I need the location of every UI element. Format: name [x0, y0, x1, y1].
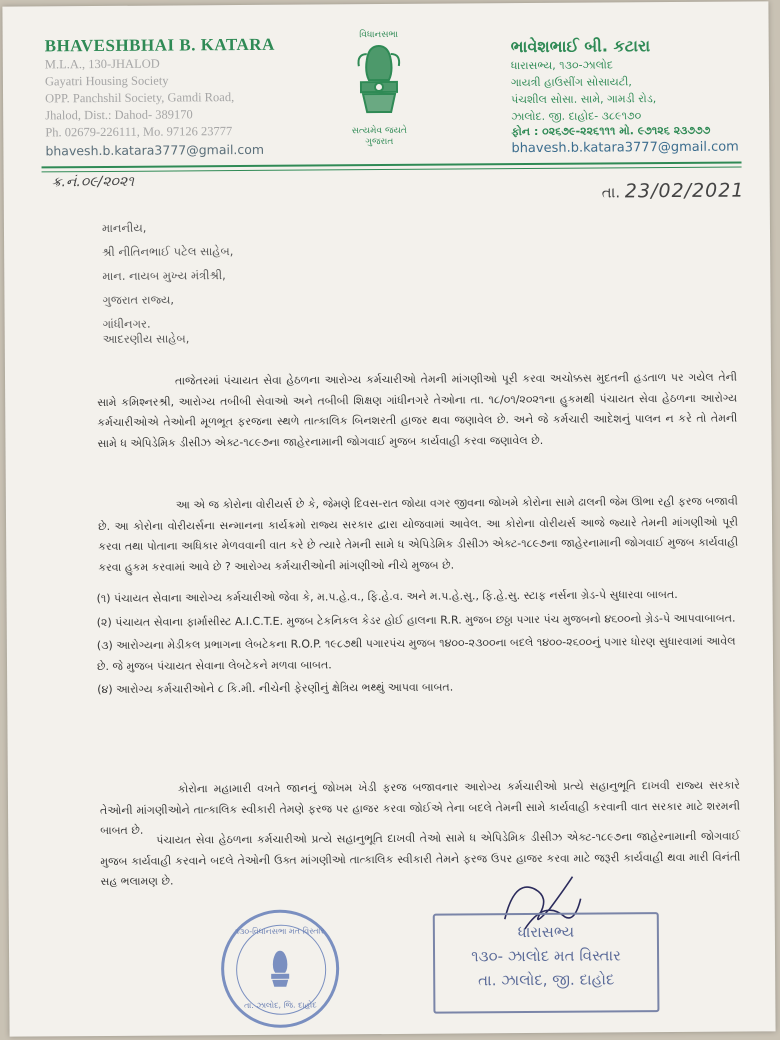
round-seal — [221, 909, 340, 1028]
demand-item: (૪) આરોગ્ય કર્મચારીઓને ૮ કિ.મી. નીચેની ફેરણીનું ક્ષેત્રિય ભથ્થું આપવા બાબત. — [97, 680, 454, 697]
mla-name-gujarati: ભાવેશભાઈ બી. કટારા — [510, 36, 651, 57]
date-prefix: તા. — [601, 183, 621, 202]
email-gujarati: bhavesh.b.katara3777@gmail.com — [511, 139, 739, 157]
email-english: bhavesh.b.katara3777@gmail.com — [45, 141, 265, 159]
mla-name-english: BHAVESHBHAI B. KATARA — [44, 34, 275, 56]
letterhead-line: Gayatri Housing Society — [44, 73, 169, 89]
letterhead-line: Jhalod, Dist.: Dahod- 389170 — [45, 107, 193, 123]
letterhead-line: ગાયત્રી હાઉસીંગ સોસાયટી, — [510, 75, 632, 90]
demand-item: (૩) આરોગ્યના મેડીકલ પ્રભાગના લેબટેકના R.O.P. ૧૯૮૭થી પગારપંચ મુજબ ૧૪૦૦-૨૩૦૦ના બદલે ૧૪૦૦-૨૬૦૦નું પગાર ધોરણ સુધારવામાં આવેલ છે. જે મુજબ પંચાયત સેવાના લેબટેકને મળવા બાબત. — [96, 634, 736, 673]
address-line: ગાંધીનગર. — [102, 316, 151, 331]
body-paragraph-3: કોરોના મહામારી વખતે જાનનું જોખમ ખેડી ફરજ બજાવનાર આરોગ્ય કર્મચારીઓ પ્રત્યે સહાનુભૂતિ દાખવી રાજ્ય સરકારે તેઓની માંગણીઓને તાત્કાલિક સ્વીકારી તેમણે ફરજ પર હાજર કરવા જોઈએ તેના બદલે તેમની સામે કાર્યવાહી કરવાની વાત સરકાર માટે શરમની બાબત છે. — [99, 778, 741, 838]
letterhead-line: Ph. 02679-226111, Mo. 97126 23777 — [45, 124, 233, 140]
seal-top-text: ૧૩૦-વિધાનસભા મત વિસ્તાર — [235, 926, 325, 937]
letterhead-gujarati — [511, 35, 752, 156]
phone-gujarati: ફોન : ૦૨૬૭૯-૨૨૬૧૧૧ મો. ૯૭૧૨૬ ૨૩૭૭૭ — [511, 123, 711, 139]
letter-date — [602, 180, 745, 203]
emblem-caption: વિધાનસભા — [359, 29, 398, 41]
demand-item: (૧) પંચાયત સેવાના આરોગ્ય કર્મચારીઓ જેવા કે, મ.પ.હે.વ., ફિ.હે.વ. અને મ.પ.હે.સુ., ફિ.હે.સુ. સ્ટાફ નર્સના ગ્રેડ-પે સુધારવા બાબત. — [96, 587, 678, 606]
emblem-state: ગુજરાત — [365, 136, 394, 148]
address-line: શ્રી નીતિનભાઈ પટેલ સાહેબ, — [102, 244, 234, 259]
letterhead-line: ધારાસભ્ય, ૧૩૦-ઝાલોદ — [510, 58, 613, 73]
demand-item: (૨) પંચાયત સેવાના ફાર્માસીસ્ટ A.I.C.T.E. મુજબ ટેકનિકલ કેડર હોઈ હાલના R.R. મુજબ છઠ્ઠા પગાર પંચ મુજબનો ૪૬૦૦નો ગ્રેડ-પે આપવાબાબત. — [96, 611, 736, 629]
lion-capital-icon — [349, 40, 410, 122]
letterhead-line: M.L.A., 130-JHALOD — [44, 56, 160, 72]
state-emblem — [339, 30, 420, 149]
body-paragraph-4: પંચાયત સેવા હેઠળના કર્મચારીઓ પ્રત્યે સહાનુભૂતિ દાખવી તેઓ સામે ધ એપિડેમિક ડીસીઝ એક્ટ-૧૮૯૭ના જાહેરનામાની જોગવાઈ મુજબ કાર્યવાહી કરવાને બદલે તેઓની ઉક્ત માંગણીઓ તાત્કાલિક સ્વીકારી તેમને ફરજ ઉપર હાજર કરવા માટે જરૂરી કાર્યવાહી થવા મારી વિનંતી સહ ભલામણ છે. — [100, 829, 741, 889]
body-paragraph-1: તાજેતરમાં પંચાયત સેવા હેઠળના આરોગ્ય કર્મચારીઓ તેમની માંગણીઓ પૂરી કરવા અચોક્કસ મુદતની હડતાળ પર ગયેલ તેની સામે કમિશ્નરશ્રી, આરોગ્ય તબીબી સેવાઓ અને તબીબી શિક્ષણ ગાંધીનગરે તેઓના તા. ૧૮/૦૧/૨૦૨૧ના હુકમથી પંચાયત સેવા હેઠળના આરોગ્ય કર્મચારીઓએ તેઓની મૂળભૂત ફરજના સ્થળે તાત્કાલિક બિનશરતી હાજર થવા જણાવેલ છે. અને જે કર્મચારી આદેશનું પાલન ન કરે તો તેમની સામે ધ એપિડેમિક ડીસીઝ એક્ટ-૧૮૯૭ના જાહેરનામાની જોગવાઈ મુજબ કાર્યવાહી કરવા જણાવેલ છે. — [97, 370, 738, 450]
emblem-motto: સત્યમેવ જયતે — [351, 125, 407, 137]
mla-stamp — [433, 912, 660, 1014]
date-value: 23/02/2021 — [624, 179, 745, 203]
stamp-location: તા. ઝાલોદ, જી. દાહોદ — [477, 970, 615, 990]
letterhead-line: પંચશીલ સોસા. સામે, ગામડી રોડ, — [511, 92, 657, 107]
address-line: માન. નાયબ મુખ્ય મંત્રીશ્રી, — [102, 268, 226, 283]
letter-page — [2, 1, 775, 1036]
stamp-constituency: ૧૩૦- ઝાલોદ મત વિસ્તાર — [471, 946, 621, 966]
address-line: માનનીય, — [101, 220, 147, 235]
addressee-block — [102, 215, 234, 336]
demands-list — [96, 585, 737, 704]
emblem-icon — [265, 949, 295, 989]
body-paragraph-2: આ એ જ કોરોના વોરીયર્સ છે કે, જેમણે દિવસ-રાત જોયા વગર જીવના જોખમે કોરોના સામે ઢાલની જેમ ઊભા રહી ફરજ બજાવી છે. આ કોરોના વોરીયર્સના સન્માનના કાર્યક્રમો રાજ્ય સરકાર દ્વારા યોજવામાં આવેલ. આ કોરોના વોરીયર્સ આજે જ્યારે તેમની માંગણીઓ પૂરી કરવા તથા પોતાના અધિકાર મેળવવાની વાત કરે છે ત્યારે તેમની સામે ધ એપિડેમિક ડીસીઝ એક્ટ-૧૮૯૭ના જાહેરનામાની જોગવાઈ મુજબ કાર્યવાહી કરવા હુકમ કરવામાં આવે છે ? આરોગ્ય કર્મચારીઓની માંગણીઓ નીચે મુજબ છે. — [97, 494, 739, 574]
address-line: ગુજરાત રાજ્ય, — [102, 292, 175, 307]
letterhead-line: ઝાલોદ. જી. દાહોદ- ૩૮૯૧૭૦ — [511, 109, 642, 124]
letterhead-english — [45, 35, 316, 159]
seal-bottom-text: તા. ઝાલોદ, જિ. દાહોદ — [244, 1000, 317, 1011]
reference-number: ક્ર.નં.૦૯/૨૦૨૧ — [51, 173, 135, 191]
stamp-title: ધારાસભ્ય — [517, 922, 575, 942]
salutation: આદરણીય સાહેબ, — [102, 331, 190, 346]
letterhead-line: OPP. Panchshil Society, Gamdi Road, — [45, 90, 235, 106]
